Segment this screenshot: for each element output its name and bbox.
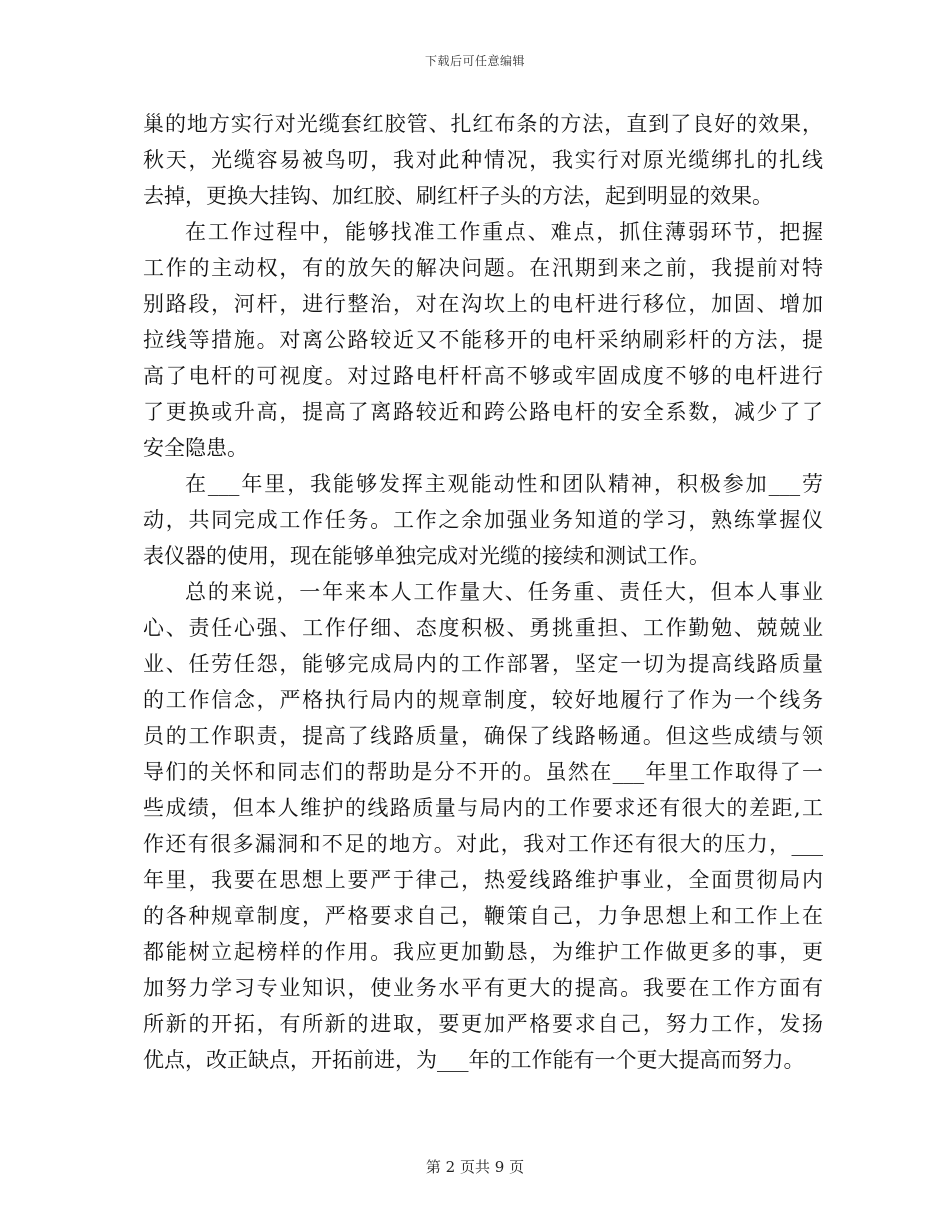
page-header: 下载后可任意编辑 <box>424 54 525 68</box>
paragraph <box>143 214 823 466</box>
text-line: 表仪器的使用，现在能够单独完成对光缆的接续和测试工作。 <box>143 544 710 568</box>
text-line: 的各种规章制度，严格要求自己，鞭策自己，力争思想上和工作上在 <box>143 904 823 928</box>
text-line: 优点，改正缺点，开拓前进，为___年的工作能有一个更大提高而努力。 <box>143 1048 805 1072</box>
text-line: 拉线等措施。对离公路较近又不能移开的电杆采纳刷彩杆的方法，提 <box>143 328 823 352</box>
text-line: 在工作过程中，能够找准工作重点、难点，抓住薄弱环节，把握 <box>185 220 823 244</box>
text-line: 秋天，光缆容易被鸟叨，我对此种情况，我实行对原光缆绑扎的扎线 <box>143 148 823 172</box>
text-line: 巢的地方实行对光缆套红胶管、扎红布条的方法，直到了良好的效果， <box>143 112 823 136</box>
text-line: 了更换或升高，提高了离路较近和跨公路电杆的安全系数，减少了了 <box>143 400 823 424</box>
text-line: 些成绩，但本人维护的线路质量与局内的工作要求还有很大的差距,工 <box>143 796 823 820</box>
paragraph <box>143 574 823 1078</box>
page-footer: 第 2 页共 9 页 <box>425 1158 525 1176</box>
text-line: 的工作信念，严格执行局内的规章制度，较好地履行了作为一个线务 <box>143 688 823 712</box>
text-line: 都能树立起榜样的作用。我应更加勤恳，为维护工作做更多的事，更 <box>143 940 823 964</box>
text-line: 员的工作职责，提高了线路质量，确保了线路畅通。但这些成绩与领 <box>143 724 823 748</box>
text-line: 业、任劳任怨，能够完成局内的工作部署，坚定一切为提高线路质量 <box>143 652 823 676</box>
text-line: 心、责任心强、工作仔细、态度积极、勇挑重担、工作勤勉、兢兢业 <box>143 616 823 640</box>
text-line: 工作的主动权，有的放矢的解决问题。在汛期到来之前，我提前对特 <box>143 256 823 280</box>
text-line: 别路段，河杆，进行整治，对在沟坎上的电杆进行移位，加固、增加 <box>143 292 823 316</box>
text-line: 所新的开拓，有所新的进取，要更加严格要求自己，努力工作，发扬 <box>143 1012 823 1036</box>
text-line: 去掉，更换大挂钩、加红胶、刷红杆子头的方法，起到明显的效果。 <box>143 184 773 208</box>
paragraph <box>143 106 823 214</box>
document-body <box>143 106 823 1078</box>
text-line: 动，共同完成工作任务。工作之余加强业务知道的学习，熟练掌握仪 <box>143 508 823 532</box>
text-line: 在___年里，我能够发挥主观能动性和团队精神，积极参加___劳 <box>185 472 823 496</box>
paragraph <box>143 466 823 574</box>
text-line: 年里，我要在思想上要严于律己，热爱线路维护事业，全面贯彻局内 <box>143 868 823 892</box>
text-line: 总的来说，一年来本人工作量大、任务重、责任大，但本人事业 <box>185 580 823 604</box>
text-line: 安全隐患。 <box>143 436 248 460</box>
text-line: 高了电杆的可视度。对过路电杆杆高不够或牢固成度不够的电杆进行 <box>143 364 823 388</box>
text-line: 导们的关怀和同志们的帮助是分不开的。虽然在___年里工作取得了一 <box>143 760 823 784</box>
text-line: 加努力学习专业知识，使业务水平有更大的提高。我要在工作方面有 <box>143 976 823 1000</box>
text-line: 作还有很多漏洞和不足的地方。对此，我对工作还有很大的压力，___ <box>143 832 823 856</box>
